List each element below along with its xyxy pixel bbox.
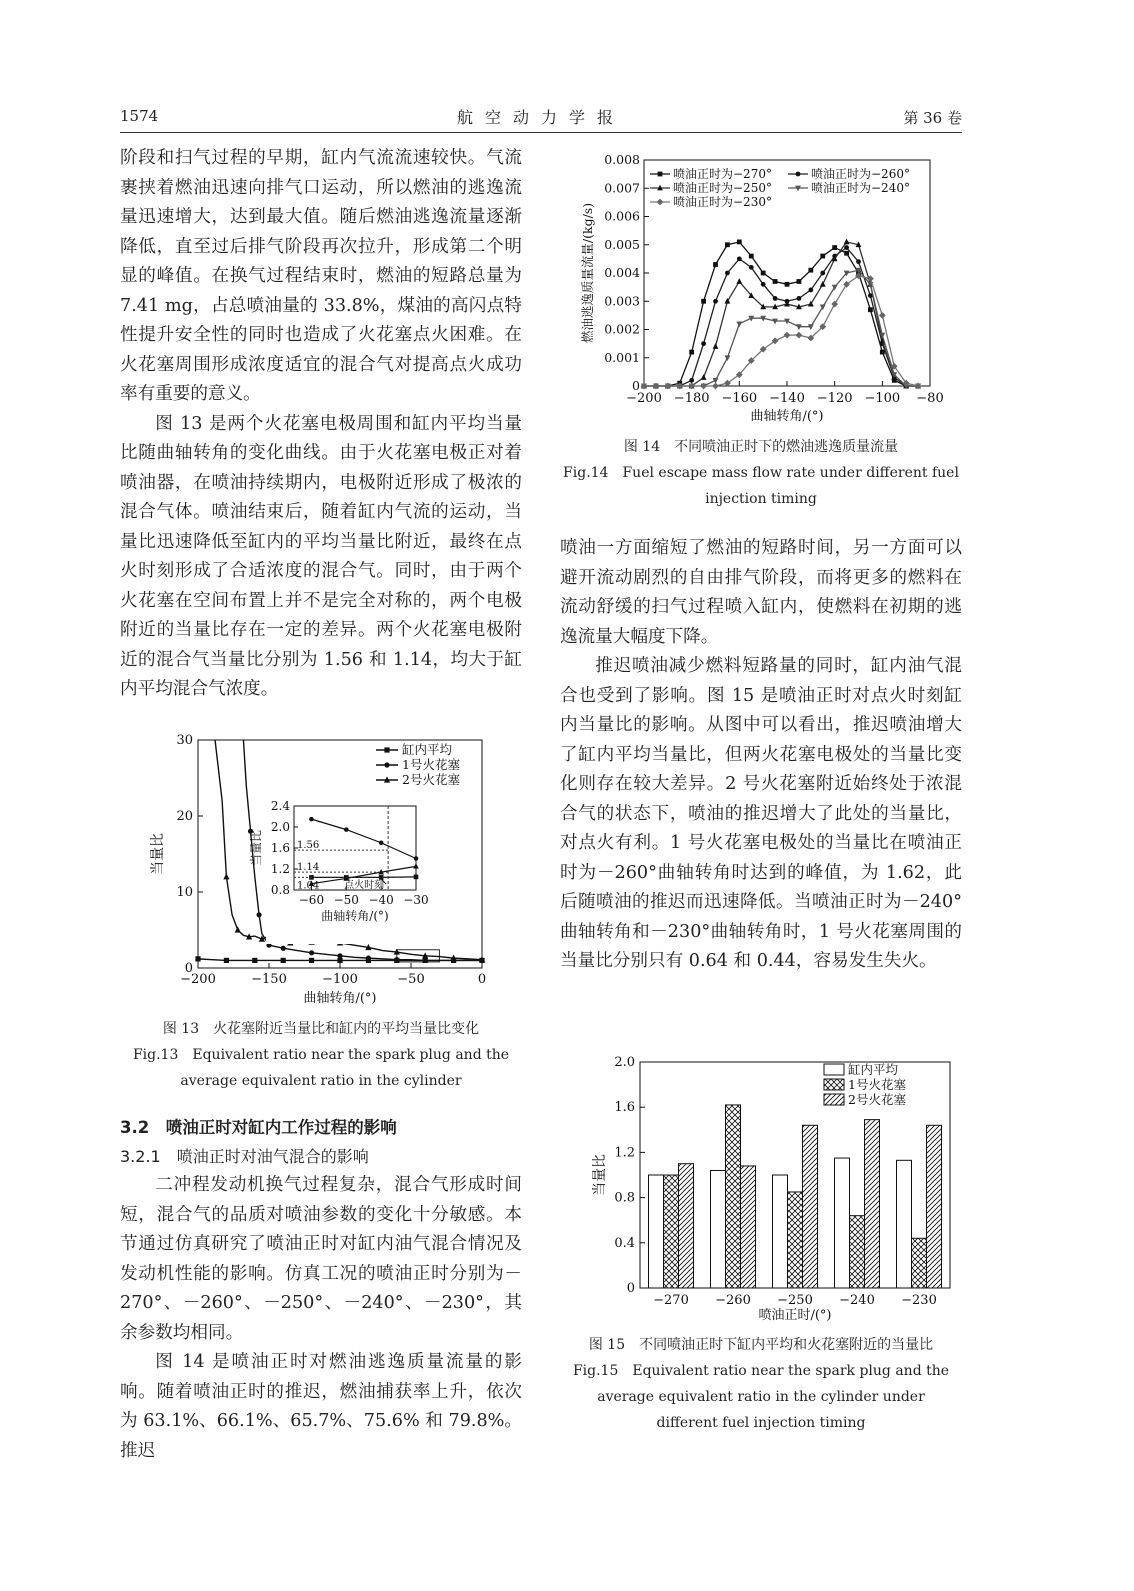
x-tick-label: −100 [322,972,358,987]
data-point [725,271,730,276]
inset-x-tick-label: −40 [368,893,394,907]
y-tick-label: 0.004 [604,265,640,280]
right-column-text [560,534,962,977]
bar [850,1216,865,1288]
caption-en: average equivalent ratio in the cylinder [180,1073,462,1089]
y-tick-label: 0 [632,378,640,393]
figure-14-caption [560,434,962,512]
legend-label: 2号火花塞 [848,1092,906,1107]
y-tick-label: 0.008 [604,152,640,167]
page-number: 1574 [120,107,159,125]
data-point [256,912,261,917]
caption-cn: 图 13 火花塞附近当量比和缸内的平均当量比变化 [162,1021,480,1037]
bar [788,1192,803,1288]
caption-en: different fuel injection timing [656,1415,866,1431]
caption-en: average equivalent ratio in the cylinder under [597,1389,925,1405]
annotation-label: 1.04 [297,880,320,892]
legend-label: 喷油正时为−260° [811,167,910,181]
x-tick-label: −270 [653,1293,689,1308]
paragraph: 推迟喷油减少燃料短路量的同时，缸内油气混合也受到了影响。图 15 是喷油正时对点火时刻缸内当量比的影响。从图中可以看出，推迟喷油增大了缸内平均当量比，但两火花塞电极处的当量比变化则存在较大差异。2 号火花塞附近始终处于浓混合气的状态下，喷油的推迟增大了此处的当量比，对点火有利。1 号火花塞电极处的当量比在喷油正时为－260°曲轴转角时达到的峰值，为 1.62，此后随喷油的推迟而迅速降低。当喷油正时为－240°曲轴转角和－230°曲轴转角时，1 号火花塞周围的当量比分别只有 0.64 和 0.44，容易发生失火。 [560,656,962,971]
annotation-label: 1.56 [297,840,320,852]
annotation-label: 点火时刻 [344,880,385,891]
caption-en: Fig.15 Equivalent ratio near the spark plug and the [572,1363,950,1379]
y-tick-label: 0.006 [604,208,640,224]
bar [912,1238,927,1288]
left-column-top [120,144,522,705]
bar [711,1170,726,1288]
x-tick-label: −160 [721,391,758,406]
inset-x-tick-label: −60 [298,893,325,907]
bar [773,1175,788,1288]
inset-x-tick-label: −30 [403,893,429,907]
subsection-heading: 3.2.1 喷油正时对油气混合的影响 [120,1147,369,1166]
bar [803,1125,818,1288]
bar [835,1158,850,1288]
legend-label: 喷油正时为−240° [811,181,910,195]
figure-13-chart [140,728,500,1018]
bar [927,1125,942,1288]
caption-en: injection timing [705,491,817,507]
y-tick-label: 1.2 [614,1145,635,1161]
figure-14-chart [578,148,958,433]
data-point [773,296,778,301]
data-point [736,321,742,327]
data-point [749,254,754,259]
x-axis-label: 曲轴转角/(°) [303,991,377,1006]
x-tick-label: −50 [397,972,425,987]
y-tick-label: 20 [176,809,193,824]
data-point [761,282,766,287]
legend-marker [384,747,389,752]
data-point [725,242,730,247]
x-axis-label: 喷油正时/(°) [758,1308,832,1323]
data-point [712,383,719,390]
header-rule [120,132,962,133]
x-tick-label: −180 [673,391,710,406]
data-point [689,350,694,355]
data-point [281,946,286,951]
data-point [879,312,886,319]
data-point [808,288,813,293]
x-tick-label: −240 [839,1293,875,1308]
data-point [713,299,718,304]
data-point [713,343,719,349]
inset-y-tick-label: 0.8 [270,883,290,897]
y-tick-label: 0.4 [614,1235,635,1251]
paragraph: 二冲程发动机换气过程复杂，混合气形成时间短，混合气的品质对喷油参数的变化十分敏感。本节通过仿真研究了喷油正时对缸内油气混合情况及发动机性能的影响。仿真工况的喷油正时分别为－270°、－260°、－250°、－240°、－230°，其余参数均相同。 [120,1175,522,1343]
legend-label: 喷油正时为−270° [673,167,772,181]
data-point [856,259,861,264]
y-tick-label: 0 [184,961,193,976]
data-point [831,301,838,308]
data-point [820,281,826,287]
data-point [820,254,825,259]
x-tick-label: −150 [251,972,287,987]
y-tick-label: 0.8 [614,1190,635,1206]
inset-data-point [344,827,349,832]
data-point [880,350,885,355]
y-axis-label: 燃油逃逸质量流量/(kg/s) [580,202,595,344]
data-point [224,958,229,963]
inset-y-axis-label: 当量比 [249,829,263,867]
bar [726,1105,741,1288]
inset-x-axis-label: 曲轴转角/(°) [321,909,389,923]
legend-marker [384,762,389,767]
section-heading: 3.2 喷油正时对缸内工作过程的影响 [120,1118,397,1137]
data-point [773,279,778,284]
y-tick-label: 0.005 [604,236,640,252]
figure-15-caption [560,1332,962,1436]
legend-swatch [824,1079,844,1090]
y-tick-label: 2.0 [614,1055,635,1070]
legend-marker [796,172,801,177]
data-point [252,958,257,963]
data-point [337,953,342,958]
x-tick-label: −100 [864,391,901,406]
data-point [235,926,241,932]
bar [649,1175,664,1288]
y-axis-label: 当量比 [150,833,166,875]
caption-en: Fig.14 Fuel escape mass flow rate under different fuel [563,465,959,481]
x-tick-label: −260 [715,1293,751,1308]
data-point [281,958,286,963]
annotation-label: 1.14 [297,862,320,874]
data-point [713,262,718,267]
y-tick-label: 0.002 [604,321,640,337]
legend-marker [658,172,663,177]
legend-swatch [824,1094,844,1105]
caption-cn: 图 14 不同喷油正时下的燃油逃逸质量流量 [623,439,899,455]
inset-y-tick-label: 2.4 [270,799,290,813]
y-tick-label: 10 [176,885,193,900]
data-point [844,239,850,245]
data-point [366,956,371,961]
y-tick-label: 0.007 [604,180,640,196]
inset-y-tick-label: 1.2 [270,862,290,876]
data-point [797,296,802,301]
legend-swatch [824,1064,844,1075]
bar [664,1175,679,1288]
legend-label: 喷油正时为−230° [673,195,772,209]
x-tick-label: −200 [180,972,216,987]
data-point [737,240,742,245]
x-axis-label: 曲轴转角/(°) [750,409,824,424]
x-tick-label: 0 [477,972,487,987]
data-point [337,958,342,963]
y-axis-label: 当量比 [592,1154,608,1196]
legend-label: 喷油正时为−250° [673,181,772,195]
legend-marker [657,199,664,206]
paragraph: 图 13 是两个火花塞电极周围和缸内平均当量比随曲轴转角的变化曲线。由于火花塞电极正对着喷油器，在喷油持续期内，电极附近形成了极浓的混合气体。喷油结束后，随着缸内气流的运动，当量比迅速降低至缸内的平均当量比附近，最终在点火时刻形成了合适浓度的混合气。同时，由于两个火花塞在空间布置上并不是完全对称的，两个电极附近的当量比存在一定的差异。两个火花塞电极附近的混合气当量比分别为 1.56 和 1.14，均大于缸内平均混合气浓度。 [120,413,522,699]
bar [897,1160,912,1288]
data-point [797,279,802,284]
data-point [784,332,791,339]
legend-label: 1号火花塞 [848,1077,906,1092]
data-point [820,271,825,276]
data-point [844,245,849,250]
data-point [844,251,849,256]
bar [865,1120,880,1288]
data-point [736,278,742,284]
inset-y-tick-label: 1.6 [270,841,290,855]
data-point [689,378,694,383]
inset-x-tick-label: −50 [333,893,359,907]
data-point [808,268,813,273]
inset-data-point [414,856,419,861]
volume-label: 第 36 卷 [903,109,962,127]
data-point [832,245,837,250]
data-point [195,956,200,961]
y-tick-label: 1.6 [614,1100,635,1116]
legend-label: 缸内平均 [402,742,453,757]
y-tick-label: 30 [176,733,193,748]
inset-data-point [379,840,384,845]
data-point [309,958,314,963]
legend-label: 1号火花塞 [402,757,460,772]
paragraph: 阶段和扫气过程的早期，缸内气流流速较快。气流裹挟着燃油迅速向排气口运动，所以燃油的逃逸流量迅速增大，达到最大值。随后燃油逃逸流量逐渐降低，直至过后排气阶段再次拉升，形成第二个明显的峰值。在换气过程结束时，燃油的短路总量为7.41 mg，占总喷油量的 33.8%，煤油的高闪点特性提升安全性的同时也造成了火花塞点火困难。在火花塞周围形成浓度适宜的混合气对提高点火成功率有重要的意义。 [120,148,522,404]
data-point [749,265,754,270]
caption-cn: 图 15 不同喷油正时下缸内平均和火花塞附近的当量比 [588,1337,934,1353]
figure-13-caption [120,1016,522,1094]
x-tick-label: −250 [777,1293,813,1308]
x-tick-label: −230 [901,1293,937,1308]
journal-title: 航空动力学报 [456,108,625,127]
x-tick-label: −200 [626,391,662,406]
y-tick-label: 0.003 [604,293,640,309]
legend-label: 缸内平均 [848,1062,899,1077]
x-tick-label: −120 [816,391,853,406]
data-point [701,341,706,346]
inset-y-tick-label: 2.0 [270,820,290,834]
inset-data-point [309,817,314,822]
figure-15-chart [588,1052,958,1330]
data-point [868,307,873,312]
data-point [761,271,766,276]
bar [679,1164,694,1288]
data-point [223,873,229,879]
data-point [785,282,790,287]
x-tick-label: −80 [916,391,944,406]
data-point [796,332,803,339]
y-tick-label: 0.001 [604,349,640,365]
y-tick-label: 0 [626,1281,635,1296]
data-point [701,299,706,304]
paragraph: 喷油一方面缩短了燃油的短路时间，另一方面可以避开流动剧烈的自由排气阶段，而将更多的燃料在流动舒缓的扫气过程喷入缸内，使燃料在初期的逃逸流量大幅度下降。 [560,538,962,647]
bar [741,1166,756,1288]
x-tick-label: −140 [769,391,805,406]
left-column-bottom [120,1113,522,1466]
inset-data-point [414,875,419,880]
page-header [120,103,962,133]
data-point [701,374,707,380]
data-point [309,950,314,955]
paragraph: 图 14 是喷油正时对燃油逃逸质量流量的影响。随着喷油正时的推迟，燃油捕获率上升，依次为 63.1%、66.1%、65.7%、75.6% 和 79.8%。推迟 [120,1352,522,1461]
caption-en: Fig.13 Equivalent ratio near the spark plug and the [132,1047,510,1063]
legend-label: 2号火花塞 [402,772,460,787]
data-point [737,256,742,261]
